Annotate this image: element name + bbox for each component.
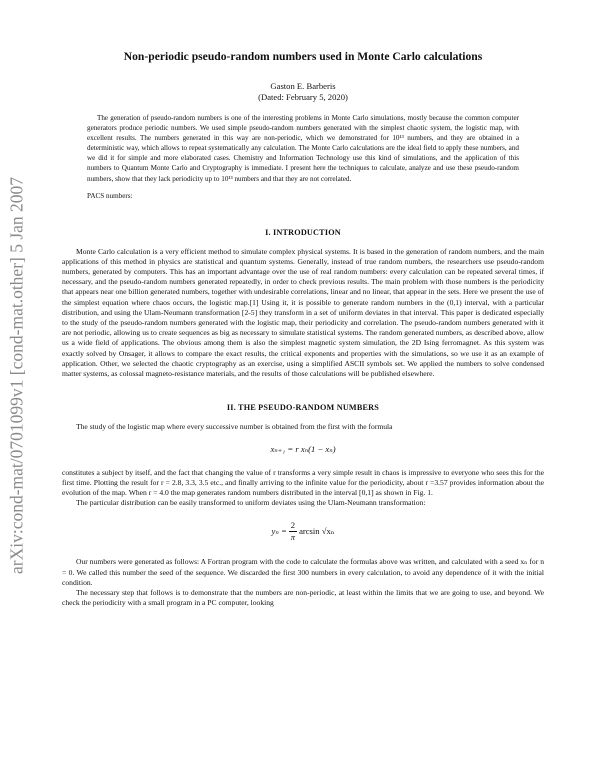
paper-page: [62, 50, 544, 608]
equation-rhs: arcsin √xₙ: [299, 526, 335, 537]
equation-lhs: yₙ =: [271, 526, 287, 537]
fortran-paragraph: Our numbers were generated as follows: A Fortran program with the code to calculate the formulas above was written, and calculated with a seed xₙ for n = 0. We called this number the seed of the sequence. We discarded the first 300 numbers in every calculation, to avoid any dependence of it with the initial condition.: [62, 557, 544, 587]
paper-title: Non-periodic pseudo-random numbers used in Monte Carlo calculations: [123, 50, 483, 63]
arxiv-identifier: arXiv:cond-mat/0701099v1 [cond-mat.other] 5 Jan 2007: [6, 176, 27, 574]
author-name: Gaston E. Barberis: [270, 81, 336, 91]
logistic-map-intro: The study of the logistic map where every successive number is obtained from the first with the formula: [76, 422, 393, 432]
chaos-paragraph: constitutes a subject by itself, and the fact that changing the value of r transforms a very simple result in chaos is impressive to everyone who sees this for the first time. Plotting the result for r = 2.8, 3.3, 3.5 etc., and finally arriving to the infinite value for the periodicity, about r =3.57 provides information about the evolution of the map. When r = 4.0 the map generates random numbers distributed in the interval [0,1] as shown in Fig. 1.: [62, 467, 544, 497]
equation-fraction: [289, 520, 297, 543]
fraction-denominator: π: [290, 531, 296, 542]
abstract: The generation of pseudo-random numbers is one of the interesting problems in Monte Carlo simulations, mostly because the common computer generators produce periodic numbers. We used simple pseudo-random numbers generated with the simplest chaotic system, the logistic map, with excellent results. The numbers generated in this way are non-periodic, which we demonstrated for 10¹³ numbers, and they are obtained in a deterministic way, which allows to repeat systematically any calculation. The Monte Carlo calculations are the ideal field to apply these numbers, and we did it for simple and more elaborated cases. Chemistry and Information Technology use this kind of simulations, and the application of this numbers to Quantum Monte Carlo and Cryptography is immediate. I present here the techniques to calculate, analyze and use these pseudo-random numbers, show that they lack periodicity up to 10¹³ numbers and that they are not correlated.: [87, 114, 519, 183]
section-heading-pseudo-random: II. THE PSEUDO-RANDOM NUMBERS: [226, 403, 380, 413]
paper-date: (Dated: February 5, 2020): [258, 92, 348, 102]
transformation-paragraph: The particular distribution can be easily transformed to uniform deviates using the Ulam-Neumann transformation:: [76, 498, 426, 508]
section-heading-introduction: I. INTRODUCTION: [265, 227, 341, 237]
introduction-paragraph: Monte Carlo calculation is a very efficient method to simulate complex physical systems. It is based in the generation of random numbers, and the main applications of this method in physics are statistical and quantum systems. Generally, instead of true random numbers, the researchers use pseudo-random numbers, generated by computers. This has an important advantage over the use of real random numbers: every calculation can be repeated several times, if necessary, and the pseudo-random numbers generated repeatedly, in order to check previous results. The main problem with those numbers is the periodicity that appears near one billion generated numbers, together with undesirable correlations, linear and no linear, that appear in the sets. Here we present the use of the simplest equation where chaos occurs, the logistic map.[1] Using it, it is possible to generate random numbers in the (0,1) interval, with a particular distribution, and using the Ulam-Neumann transformation [2-5] they transform in a set of uniform deviates in that interval. This paper is dedicated especially to the study of the pseudo-random numbers generated with the logistic map, their periodicity and correlation. The pseudo-random numbers generated with it are not periodic, allowing us to create sequences as big as necessary to simulate statistical systems. The random generated numbers, as described above, allow us a wide field of applications. The obvious among them is also the simplest magnetic system simulation, the 2D Ising ferromagnet. As this system was exactly solved by Onsager, it allows to compare the exact results, the critical exponents and properties with the simulations, so we use it as an example of application. Other, we selected the chaotic cryptography as an exercise, using a simplified ASCII symbols set. We applied the numbers to solve condensed matter systems, as colossal magneto-resistance materials, and the results of those calculations will be published elsewhere.: [62, 246, 544, 379]
pacs-numbers: PACS numbers:: [87, 191, 133, 200]
periodicity-paragraph: The necessary step that follows is to demonstrate that the numbers are non-periodic, at least within the limits that we are going to use, and beyond. We check the periodicity with a small program in a PC computer, looking: [62, 587, 544, 608]
logistic-map-equation: xₙ₊₁ = r xₙ(1 − xₙ): [270, 443, 336, 454]
fraction-numerator: 2: [290, 519, 296, 530]
ulam-neumann-equation: [62, 517, 544, 545]
